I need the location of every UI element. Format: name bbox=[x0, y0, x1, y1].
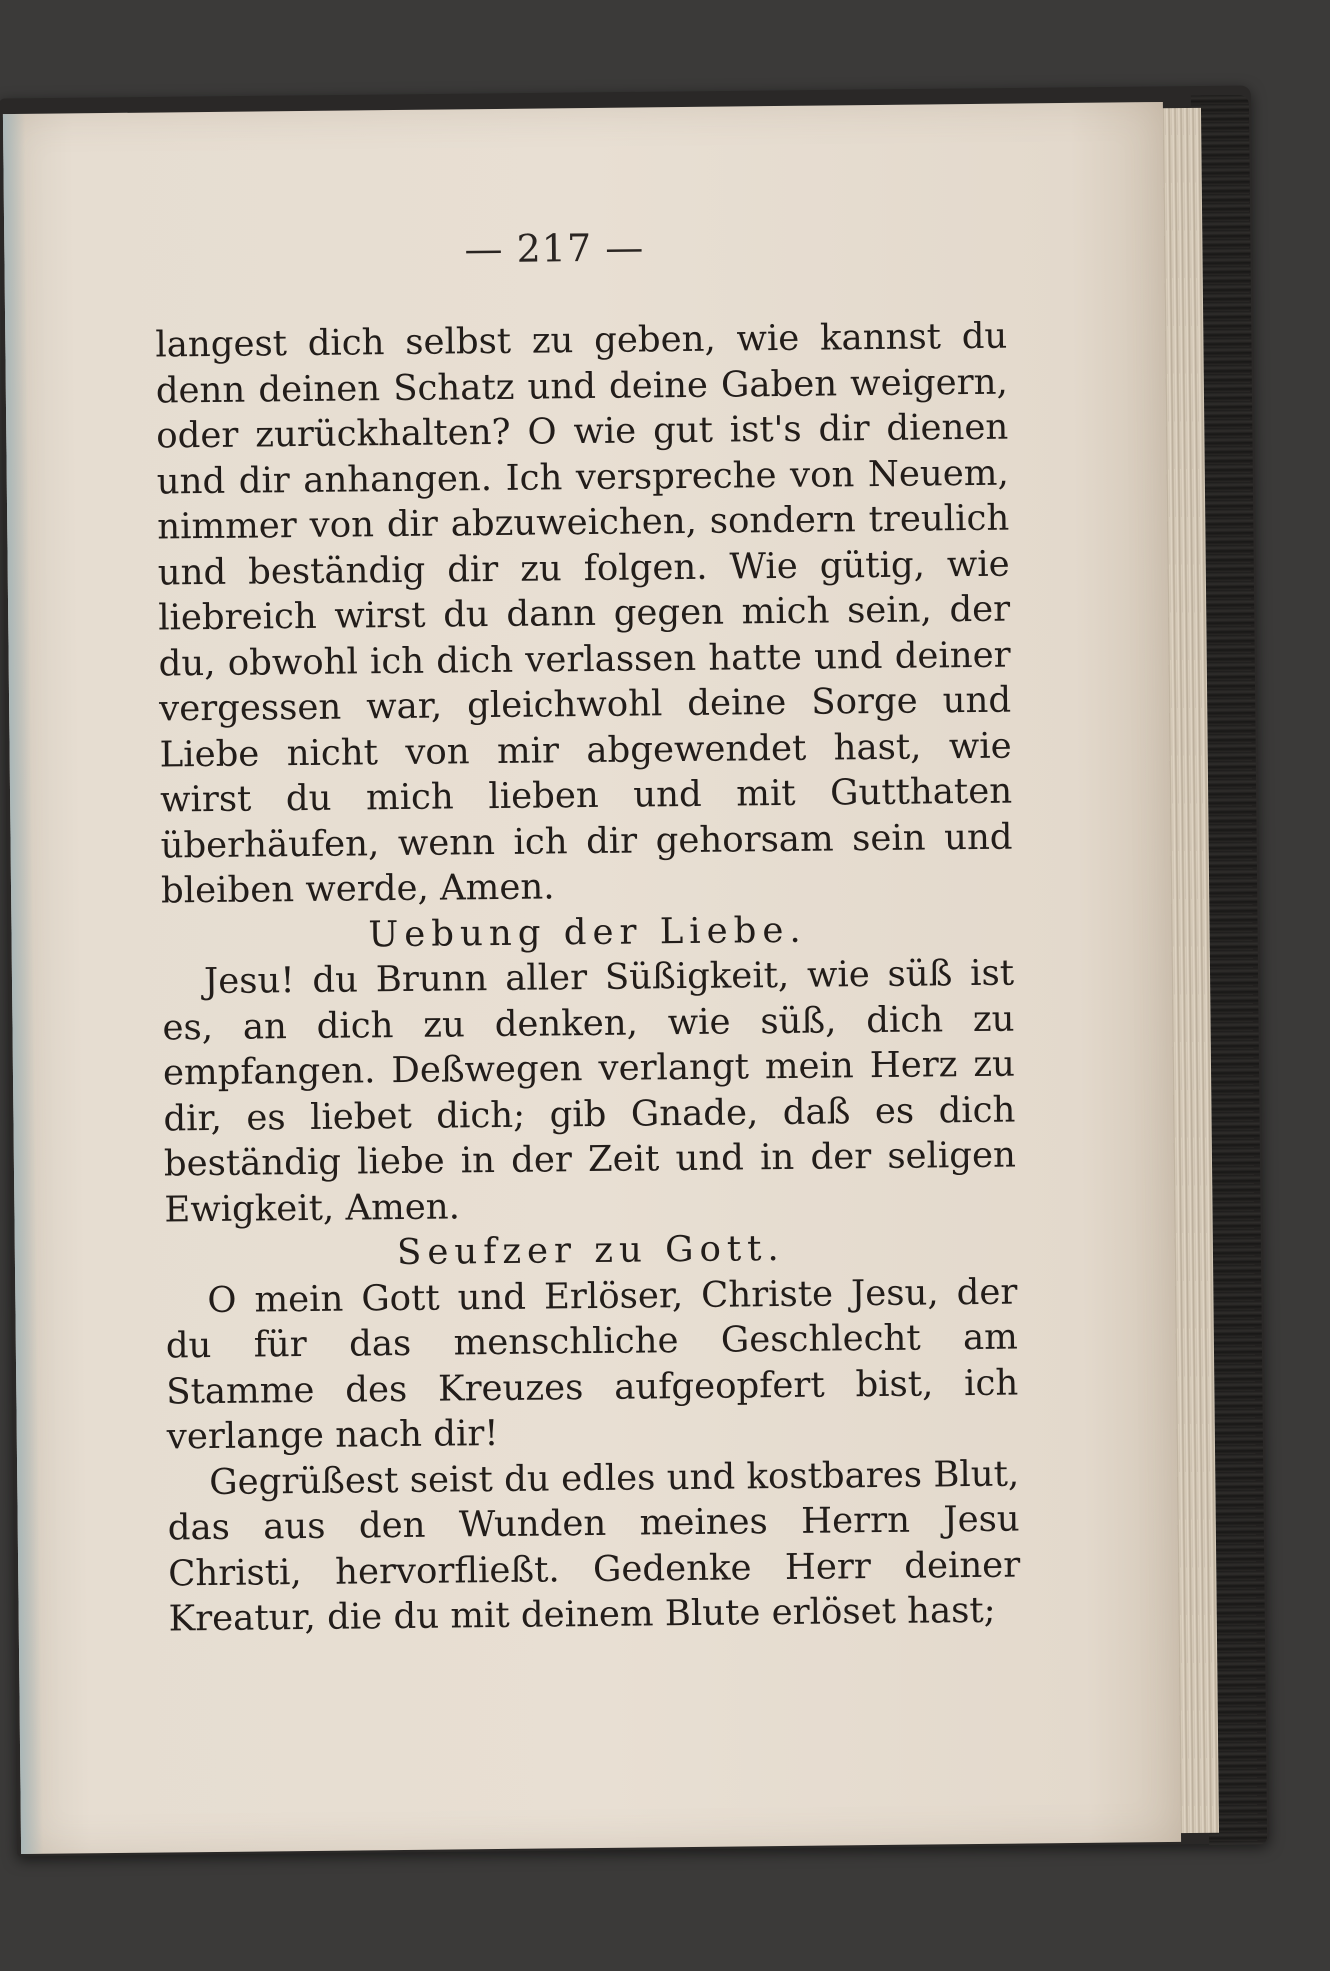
paragraph-2: Jesu! du Brunn aller Süßigkeit, wie süß ist es, an dich zu denken, wie süß, dich zu empfangen. Deßwegen verlangt mein Herz zu dir, es liebet dich; gib Gnade, daß es dich beständig liebe in der Zeit und in der seligen Ewigkeit, Amen. bbox=[162, 952, 1017, 1230]
page-number: — 217 — bbox=[464, 225, 645, 272]
heading-seufzer-zu-gott: Seufzer zu Gott. bbox=[396, 1227, 785, 1274]
paragraph-4: Gegrüßest seist du edles und kostbares Blut, das aus den Wunden meines Herrn Jesu Christi, hervorfließt. Gedenke Herr deiner Kreatur, die du mit deinem Blute erlöset hast; bbox=[167, 1453, 1021, 1640]
heading-uebung-der-liebe: Uebung der Liebe. bbox=[368, 909, 807, 955]
book-page bbox=[3, 102, 1181, 1854]
paragraph-3: O mein Gott und Erlöser, Christe Jesu, der du für das menschliche Geschlecht am Stamme des Kreuzes aufgeopfert bist, ich verlange nach dir! bbox=[165, 1271, 1019, 1458]
page-text bbox=[155, 314, 1021, 1642]
paragraph-1: langest dich selbst zu geben, wie kannst du denn deinen Schatz und deine Gaben weigern, oder zurückhalten? O wie gut ist's dir dienen und dir anhangen. Ich verspreche von Neuem, nimmer von dir abzuweichen, sondern treulich und beständig dir zu folgen. Wie gütig, wie liebreich wirst du dann gegen mich sein, der du, obwohl ich dich verlassen hatte und deiner vergessen war, gleichwohl deine Sorge und Liebe nicht von mir abgewendet hast, wie wirst du mich lieben und mit Gutthaten überhäufen, wenn ich dir gehorsam sein und bleiben werde, Amen. bbox=[155, 315, 1013, 912]
